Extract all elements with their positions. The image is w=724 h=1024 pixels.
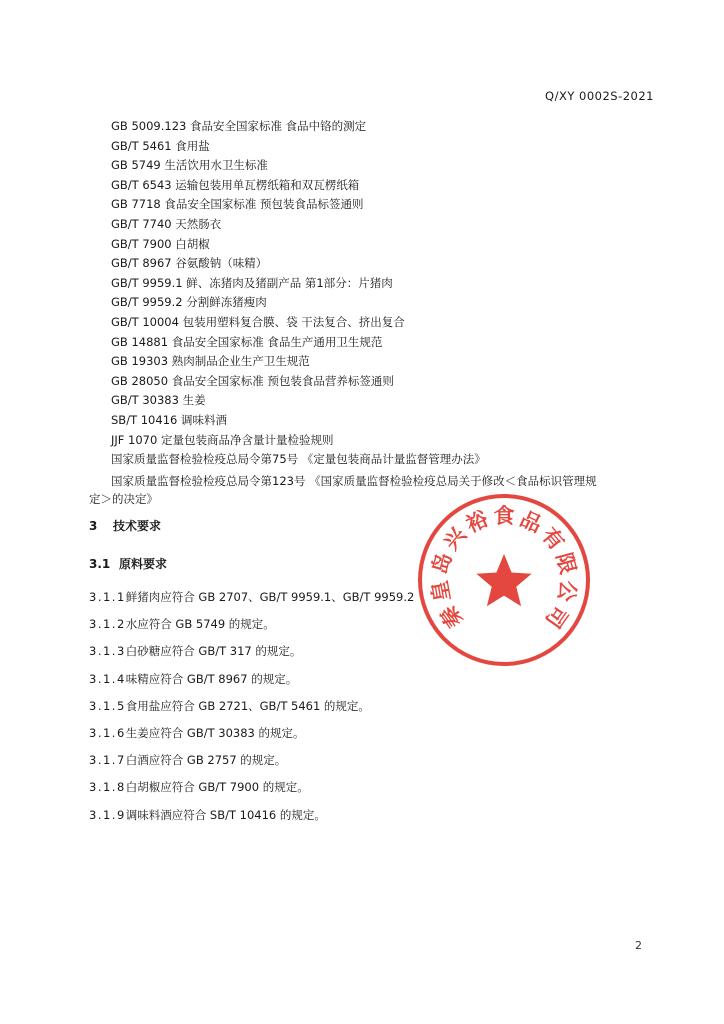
section-heading <box>89 517 161 534</box>
seal-star-icon <box>476 554 531 606</box>
section-title: 技术要求 <box>113 519 162 533</box>
requirement-item: 3.1.2水应符合 GB 5749 的规定。 <box>89 617 275 632</box>
subsection-title: 原料要求 <box>119 557 168 571</box>
requirement-item: 3.1.4味精应符合 GB/T 8967 的规定。 <box>89 671 298 686</box>
seal-char: 岛 <box>427 550 457 577</box>
requirement-item: 3.1.5食用盐应符合 GB 2721、GB/T 5461 的规定。 <box>89 698 370 713</box>
section-number: 3 <box>89 519 98 533</box>
reference-long-line1: 国家质量监督检验检疫总局令第123号 《国家质量监督检验检疫总局关于修改＜食品标识管理规 <box>111 474 597 488</box>
reference-item: GB 14881 食品安全国家标准 食品生产通用卫生规范 <box>111 334 383 349</box>
seal-char: 皇 <box>427 578 455 604</box>
reference-item: GB/T 8967 谷氨酸钠（味精） <box>111 256 268 271</box>
reference-item: GB 19303 熟肉制品企业生产卫生规范 <box>111 354 310 369</box>
reference-item: GB/T 5461 食用盐 <box>111 138 210 153</box>
reference-item: SB/T 10416 调味料酒 <box>111 412 227 427</box>
seal-char: 有 <box>537 523 569 555</box>
seal-char: 裕 <box>462 506 492 538</box>
reference-item: GB/T 10004 包装用塑料复合膜、袋 干法复合、挤出复合 <box>111 314 405 329</box>
reference-long-line2: 定＞的决定》 <box>89 492 158 506</box>
subsection-heading <box>89 555 167 572</box>
seal-char: 兴 <box>439 523 471 555</box>
reference-item: 国家质量监督检验检疫总局令第75号 《定量包装商品计量监督管理办法》 <box>111 452 486 467</box>
reference-item: GB/T 6543 运输包装用单瓦楞纸箱和双瓦楞纸箱 <box>111 177 360 192</box>
reference-item: JJF 1070 定量包装商品净含量计量检验规则 <box>111 432 334 447</box>
seal-char: 食 <box>493 504 515 528</box>
reference-item: GB 7718 食品安全国家标准 预包装食品标签通则 <box>111 197 364 212</box>
reference-item: GB/T 30383 生姜 <box>111 393 206 408</box>
requirement-item: 3.1.9调味料酒应符合 SB/T 10416 的规定。 <box>89 807 326 822</box>
requirement-item: 3.1.7白酒应符合 GB 2757 的规定。 <box>89 753 287 768</box>
page-number: 2 <box>635 939 642 952</box>
reference-item: GB/T 7900 白胡椒 <box>111 236 210 251</box>
seal-char: 限 <box>551 550 581 577</box>
seal-char: 秦 <box>435 601 468 633</box>
requirement-item: 3.1.6生姜应符合 GB/T 30383 的规定。 <box>89 725 305 740</box>
requirement-item: 3.1.1鲜猪肉应符合 GB 2707、GB/T 9959.1、GB/T 9959.2 <box>89 590 415 604</box>
reference-item: GB 5749 生活饮用水卫生标准 <box>111 158 268 173</box>
requirement-item: 3.1.8白胡椒应符合 GB/T 7900 的规定。 <box>89 780 309 795</box>
seal-char: 品 <box>516 506 546 538</box>
company-seal <box>416 492 592 668</box>
seal-char: 司 <box>540 601 573 633</box>
reference-item: GB 5009.123 食品安全国家标准 食品中铬的测定 <box>111 119 367 133</box>
reference-item: GB/T 7740 天然肠衣 <box>111 216 222 231</box>
requirement-item: 3.1.3白砂糖应符合 GB/T 317 的规定。 <box>89 644 302 659</box>
seal-char: 公 <box>553 578 581 604</box>
normative-references <box>111 117 671 470</box>
subsection-number: 3.1 <box>89 557 111 571</box>
reference-item: GB/T 9959.2 分割鲜冻猪瘦肉 <box>111 295 267 310</box>
reference-item: GB/T 9959.1 鲜、冻猪肉及猪副产品 第1部分：片猪肉 <box>111 275 393 290</box>
reference-item: GB 28050 食品安全国家标准 预包装食品营养标签通则 <box>111 373 394 388</box>
document-code: Q/XY 0002S-2021 <box>545 89 654 103</box>
